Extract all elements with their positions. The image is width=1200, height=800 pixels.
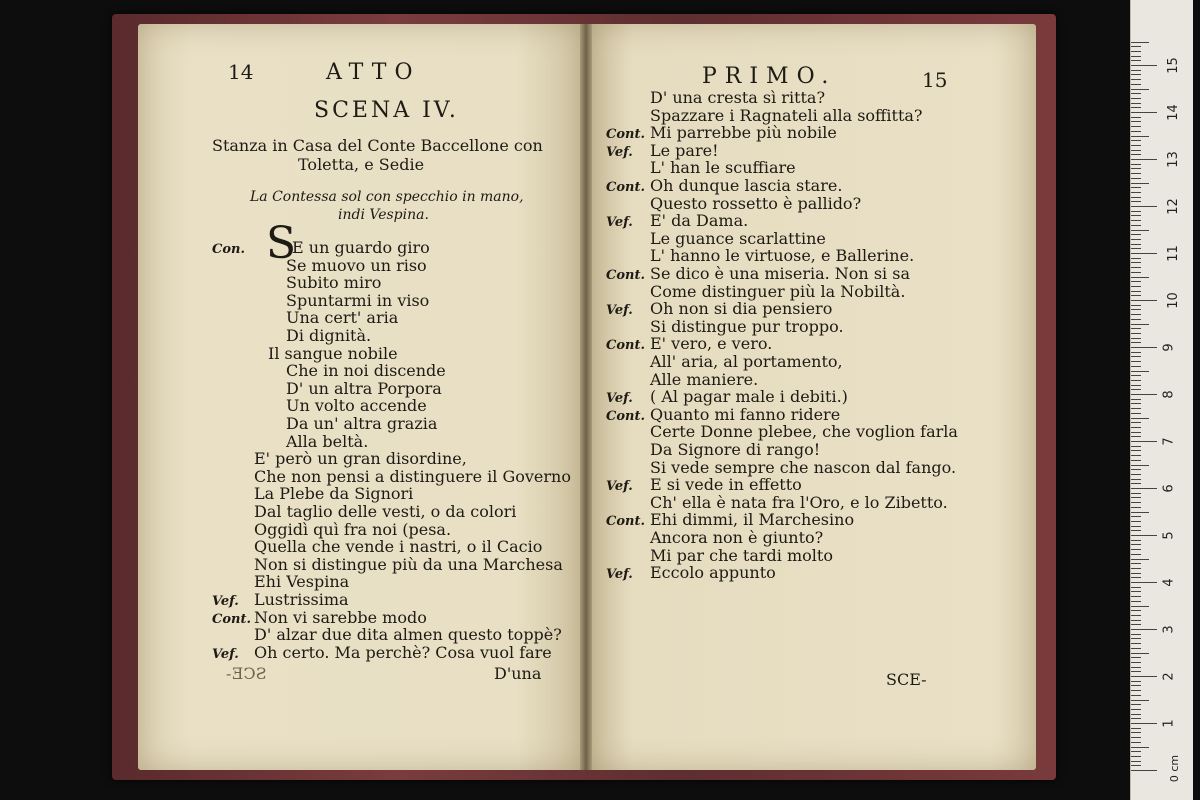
ruler-tick <box>1131 596 1141 597</box>
ruler-tick <box>1131 342 1141 343</box>
dialogue-line: D' alzar due dita almen questo toppè? <box>254 625 562 645</box>
speaker-label: Vef. <box>212 594 239 609</box>
speaker-label: Cont. <box>606 338 645 354</box>
speaker-label: Vef. <box>606 215 633 231</box>
dialogue-line: Mi parrebbe più nobile <box>650 123 837 143</box>
ruler-tick <box>1131 690 1141 691</box>
ruler-tick <box>1131 573 1141 574</box>
ruler-tick <box>1131 197 1141 198</box>
dialogue-line: Spuntarmi in viso <box>286 290 430 310</box>
ruler-number: 7 <box>1161 437 1177 446</box>
ruler-tick <box>1131 685 1141 686</box>
ruler-tick <box>1131 253 1157 254</box>
ruler-tick <box>1131 187 1141 188</box>
ruler-tick <box>1131 497 1141 498</box>
setting-line-2: Toletta, e Sedie <box>298 155 425 174</box>
ruler-tick <box>1131 98 1141 99</box>
dialogue-line: Un volto accende <box>286 396 427 416</box>
setting-line-1: Stanza in Casa del Conte Baccellone con <box>212 136 543 155</box>
ruler-tick <box>1131 267 1141 268</box>
ruler-tick <box>1131 662 1141 663</box>
ruler-tick <box>1131 380 1141 381</box>
ruler-tick <box>1131 601 1141 602</box>
ruler-tick <box>1131 206 1157 207</box>
ruler-tick <box>1131 51 1141 52</box>
ruler-tick <box>1131 568 1141 569</box>
ruler-tick <box>1131 770 1157 771</box>
ruler-tick <box>1131 225 1141 226</box>
dialogue-line: Alla beltà. <box>286 431 369 451</box>
ruler-tick <box>1131 591 1141 592</box>
ruler-tick <box>1131 667 1141 668</box>
speaker-label: Vef. <box>606 567 633 583</box>
ruler-number: 15 <box>1165 57 1181 74</box>
ruler-tick <box>1131 530 1141 531</box>
ruler-tick <box>1131 93 1141 94</box>
ruler-tick <box>1131 526 1141 527</box>
dialogue-line: E' da Dama. <box>650 211 749 231</box>
ruler-tick <box>1131 117 1141 118</box>
ruler-tick <box>1131 615 1141 616</box>
ruler-tick <box>1131 46 1141 47</box>
ruler-tick <box>1131 258 1141 259</box>
ruler-tick <box>1131 215 1141 216</box>
dialogue-line: L' han le scuffiare <box>650 158 796 178</box>
dialogue-line: L' hanno le virtuose, e Ballerine. <box>650 246 915 266</box>
ruler-tick <box>1131 756 1141 757</box>
ruler-tick <box>1131 239 1141 240</box>
ruler-tick <box>1131 582 1157 583</box>
ruler-tick <box>1131 371 1149 372</box>
ruler-tick <box>1131 281 1141 282</box>
ruler-number: 5 <box>1161 531 1177 540</box>
ruler-tick <box>1131 262 1141 263</box>
ruler-tick <box>1131 549 1141 550</box>
speaker-label: Vef. <box>606 391 633 407</box>
dialogue-line: Oh non si dia pensiero <box>650 299 833 319</box>
ruler-tick <box>1131 131 1141 132</box>
ruler-tick <box>1131 577 1141 578</box>
ruler-tick <box>1131 737 1141 738</box>
ruler-tick <box>1131 465 1149 466</box>
ruler-tick <box>1131 742 1141 743</box>
speaker-label: Vef. <box>606 144 633 160</box>
dialogue-line: Come distinguer più la Nobiltà. <box>650 281 906 301</box>
dialogue-line: Certe Donne plebee, che voglion farla <box>650 422 958 442</box>
ruler-tick <box>1131 516 1141 517</box>
ruler-tick <box>1131 408 1141 409</box>
ruler-tick <box>1131 747 1149 748</box>
right-running-head: PRIMO. <box>702 64 837 89</box>
ruler-tick <box>1131 671 1141 672</box>
book-gutter <box>580 24 592 770</box>
dialogue-line: Che in noi discende <box>286 361 446 381</box>
ruler-tick <box>1131 728 1141 729</box>
dialogue-line: Oggidì quì fra noi (pesa. <box>254 519 452 539</box>
ruler-number: 6 <box>1161 484 1177 493</box>
ruler-tick <box>1131 356 1141 357</box>
ruler-tick <box>1131 300 1157 301</box>
ruler-tick <box>1131 700 1149 701</box>
ruler-tick <box>1131 479 1141 480</box>
ruler-tick <box>1131 653 1149 654</box>
ruler-tick <box>1131 540 1141 541</box>
dialogue-line: Mi par che tardi molto <box>650 545 833 565</box>
ruler-tick <box>1131 385 1141 386</box>
ruler-tick <box>1131 70 1141 71</box>
speaker-label: Vef. <box>606 303 633 319</box>
ruler-tick <box>1131 521 1141 522</box>
dialogue-line: Si distingue pur troppo. <box>650 316 844 336</box>
dialogue-line: Il sangue nobile <box>268 343 398 363</box>
ruler-tick <box>1131 535 1157 536</box>
ruler-number: 14 <box>1165 104 1181 121</box>
ruler-tick <box>1131 493 1141 494</box>
ruler-tick <box>1131 154 1141 155</box>
dialogue-line: Subito miro <box>286 273 382 293</box>
ruler-tick <box>1131 761 1141 762</box>
ruler-tick <box>1131 295 1141 296</box>
dialogue-line: Oh dunque lascia stare. <box>650 176 843 195</box>
ruler-tick <box>1131 732 1141 733</box>
ruler-tick <box>1131 74 1141 75</box>
ruler-tick <box>1131 413 1141 414</box>
ruler-number: 9 <box>1161 343 1177 352</box>
dialogue-line: Da Signore di rango! <box>650 440 821 459</box>
measuring-ruler <box>1130 0 1193 800</box>
dialogue-line: Quanto mi fanno ridere <box>650 404 841 424</box>
dialogue-line: All' aria, al portamento, <box>650 352 843 371</box>
ruler-tick <box>1131 483 1141 484</box>
ruler-tick <box>1131 65 1157 66</box>
dialogue-line: Oh certo. Ma perchè? Cosa vuol fare <box>254 642 552 662</box>
dialogue-line: Da un' altra grazia <box>286 414 438 433</box>
speaker-label: Vef. <box>212 646 239 662</box>
ruler-tick <box>1131 211 1141 212</box>
speaker-label: Cont. <box>606 514 645 530</box>
ruler-tick <box>1131 319 1141 320</box>
ruler-tick <box>1131 587 1141 588</box>
ruler-tick <box>1131 89 1149 90</box>
ruler-number: 4 <box>1161 578 1177 587</box>
ruler-number: 1 <box>1161 719 1177 728</box>
ruler-tick <box>1131 309 1141 310</box>
drop-cap: S <box>266 218 297 269</box>
ruler-tick <box>1131 107 1141 108</box>
dialogue-line: Non si distingue più da una Marchesa <box>254 554 563 574</box>
ruler-tick <box>1131 150 1141 151</box>
ruler-tick <box>1131 333 1141 334</box>
dialogue-line: La Plebe da Signori <box>254 484 414 504</box>
ruler-tick <box>1131 544 1141 545</box>
dialogue-line: Ehi dimmi, il Marchesino <box>650 510 855 530</box>
ruler-tick <box>1131 399 1141 400</box>
ruler-number: 3 <box>1161 625 1177 634</box>
ruler-tick <box>1131 56 1141 57</box>
ruler-tick <box>1131 112 1157 113</box>
ruler-tick <box>1131 291 1141 292</box>
speaker-label: Con. <box>212 242 245 257</box>
ruler-tick <box>1131 765 1141 766</box>
ruler-tick <box>1131 648 1141 649</box>
dialogue-line: Dal taglio delle vesti, o da colori <box>254 502 517 521</box>
ruler-tick <box>1131 328 1141 329</box>
ruler-tick <box>1131 145 1141 146</box>
ruler-tick <box>1131 403 1141 404</box>
ruler-tick <box>1131 183 1149 184</box>
ruler-tick <box>1131 121 1141 122</box>
ruler-tick <box>1131 422 1141 423</box>
ruler-tick <box>1131 657 1141 658</box>
ruler-number: 8 <box>1161 390 1177 399</box>
right-catchword: SCE- <box>886 670 927 689</box>
ruler-tick <box>1131 441 1157 442</box>
ruler-tick <box>1131 469 1141 470</box>
speaker-label: Cont. <box>212 611 251 627</box>
dialogue-line: Le guance scarlattine <box>650 228 826 248</box>
dialogue-line: E' però un gran disordine, <box>254 449 467 469</box>
speaker-label: Vef. <box>606 479 633 495</box>
ruler-tick <box>1131 554 1141 555</box>
ruler-tick <box>1131 606 1149 607</box>
dialogue-line: Questo rossetto è pallido? <box>650 193 862 213</box>
dialogue-line: D' un altra Porpora <box>286 378 442 398</box>
speaker-label: Cont. <box>606 268 645 283</box>
ruler-tick <box>1131 389 1141 390</box>
ruler-unit: 0 cm <box>1168 754 1182 783</box>
dialogue-line: Se dico è una miseria. Non si sa <box>650 264 910 283</box>
ruler-tick <box>1131 305 1141 306</box>
ruler-tick <box>1131 638 1141 639</box>
ruler-tick <box>1131 394 1157 395</box>
dialogue-line: Ch' ella è nata fra l'Oro, e lo Zibetto. <box>650 492 948 512</box>
ruler-tick <box>1131 42 1149 43</box>
stage-direction-2: indi Vespina. <box>338 207 429 223</box>
ruler-tick <box>1131 723 1157 724</box>
dialogue-line: E' vero, e vero. <box>650 334 773 354</box>
ruler-tick <box>1131 60 1141 61</box>
stage-direction-1: La Contessa sol con specchio in mano, <box>250 189 524 205</box>
ruler-tick <box>1131 159 1157 160</box>
ruler-tick <box>1131 446 1141 447</box>
left-catchword: D'una <box>494 664 542 683</box>
ruler-tick <box>1131 248 1141 249</box>
ruler-tick <box>1131 201 1141 202</box>
ruler-tick <box>1131 103 1141 104</box>
ruler-tick <box>1131 234 1141 235</box>
speaker-label: Cont. <box>606 180 645 195</box>
ruler-tick <box>1131 488 1157 489</box>
ruler-tick <box>1131 676 1157 677</box>
ruler-tick <box>1131 126 1141 127</box>
dialogue-line: Spazzare i Ragnateli alla soffitta? <box>650 105 923 125</box>
left-page-number: 14 <box>228 60 254 84</box>
right-page-number: 15 <box>922 68 948 92</box>
ruler-tick <box>1131 502 1141 503</box>
ruler-tick <box>1131 168 1141 169</box>
ruler-tick <box>1131 460 1141 461</box>
left-running-head: ATTO <box>326 60 421 85</box>
ruler-tick <box>1131 432 1141 433</box>
ruler-tick <box>1131 620 1141 621</box>
dialogue-line: Non vi sarebbe modo <box>254 607 427 627</box>
ruler-tick <box>1131 474 1141 475</box>
dialogue-line: Ehi Vespina <box>254 572 350 592</box>
ruler-tick <box>1131 79 1141 80</box>
dialogue-line: Una cert' aria <box>286 308 399 328</box>
ruler-tick <box>1131 455 1141 456</box>
ruler-number: 11 <box>1165 245 1181 262</box>
ruler-tick <box>1131 347 1157 348</box>
dialogue-line: Alle maniere. <box>650 369 759 389</box>
ruler-tick <box>1131 140 1141 141</box>
ruler-tick <box>1131 559 1149 560</box>
ruler-tick <box>1131 695 1141 696</box>
signature-mark-bleedthrough: SCE- <box>226 664 267 683</box>
ruler-tick <box>1131 136 1149 137</box>
ruler-tick <box>1131 366 1141 367</box>
ruler-tick <box>1131 643 1141 644</box>
dialogue-line: Di dignità. <box>286 326 372 345</box>
ruler-tick <box>1131 230 1149 231</box>
ruler-tick <box>1131 714 1141 715</box>
dialogue-line: Le pare! <box>650 140 719 160</box>
ruler-tick <box>1131 624 1141 625</box>
ruler-tick <box>1131 709 1141 710</box>
ruler-tick <box>1131 718 1141 719</box>
dialogue-line: Ancora non è giunto? <box>650 528 824 547</box>
dialogue-line: ( Al pagar male i debiti.) <box>650 387 848 407</box>
ruler-tick <box>1131 704 1141 705</box>
ruler-tick <box>1131 352 1141 353</box>
dialogue-line: Si vede sempre che nascon dal fango. <box>650 457 957 477</box>
ruler-tick <box>1131 512 1149 513</box>
ruler-tick <box>1131 178 1141 179</box>
ruler-tick <box>1131 286 1141 287</box>
scene-title: SCENA IV. <box>314 98 459 123</box>
ruler-tick <box>1131 751 1141 752</box>
dialogue-line: Se muovo un riso <box>286 255 427 275</box>
ruler-number: 10 <box>1165 292 1181 309</box>
ruler-tick <box>1131 314 1141 315</box>
ruler-tick <box>1131 338 1141 339</box>
ruler-tick <box>1131 681 1141 682</box>
ruler-number: 2 <box>1161 672 1177 681</box>
ruler-number: 12 <box>1165 198 1181 215</box>
dialogue-line: Eccolo appunto <box>650 563 776 583</box>
speaker-label: Cont. <box>606 408 645 424</box>
ruler-tick <box>1131 629 1157 630</box>
ruler-tick <box>1131 634 1141 635</box>
ruler-tick <box>1131 361 1141 362</box>
ruler-tick <box>1131 84 1141 85</box>
dialogue-line: E si vede in effetto <box>650 475 802 495</box>
dialogue-line: D' una cresta sì ritta? <box>650 88 826 107</box>
ruler-tick <box>1131 450 1141 451</box>
dialogue-line: Che non pensi a distinguere il Governo <box>254 466 571 486</box>
ruler-tick <box>1131 427 1141 428</box>
ruler-tick <box>1131 192 1141 193</box>
ruler-tick <box>1131 563 1141 564</box>
ruler-tick <box>1131 244 1141 245</box>
ruler-tick <box>1131 164 1141 165</box>
ruler-number: 13 <box>1165 151 1181 168</box>
speaker-label: Cont. <box>606 127 645 143</box>
ruler-tick <box>1131 173 1141 174</box>
ruler-tick <box>1131 507 1141 508</box>
ruler-tick <box>1131 610 1141 611</box>
dialogue-line: E un guardo giro <box>292 238 430 257</box>
ruler-tick <box>1131 324 1149 325</box>
ruler-tick <box>1131 272 1141 273</box>
ruler-tick <box>1131 418 1149 419</box>
ruler-tick <box>1131 375 1141 376</box>
dialogue-line: Quella che vende i nastri, o il Cacio <box>254 537 543 557</box>
dialogue-line: Lustrissima <box>254 590 349 609</box>
ruler-tick <box>1131 436 1141 437</box>
ruler-tick <box>1131 277 1149 278</box>
ruler-tick <box>1131 220 1141 221</box>
